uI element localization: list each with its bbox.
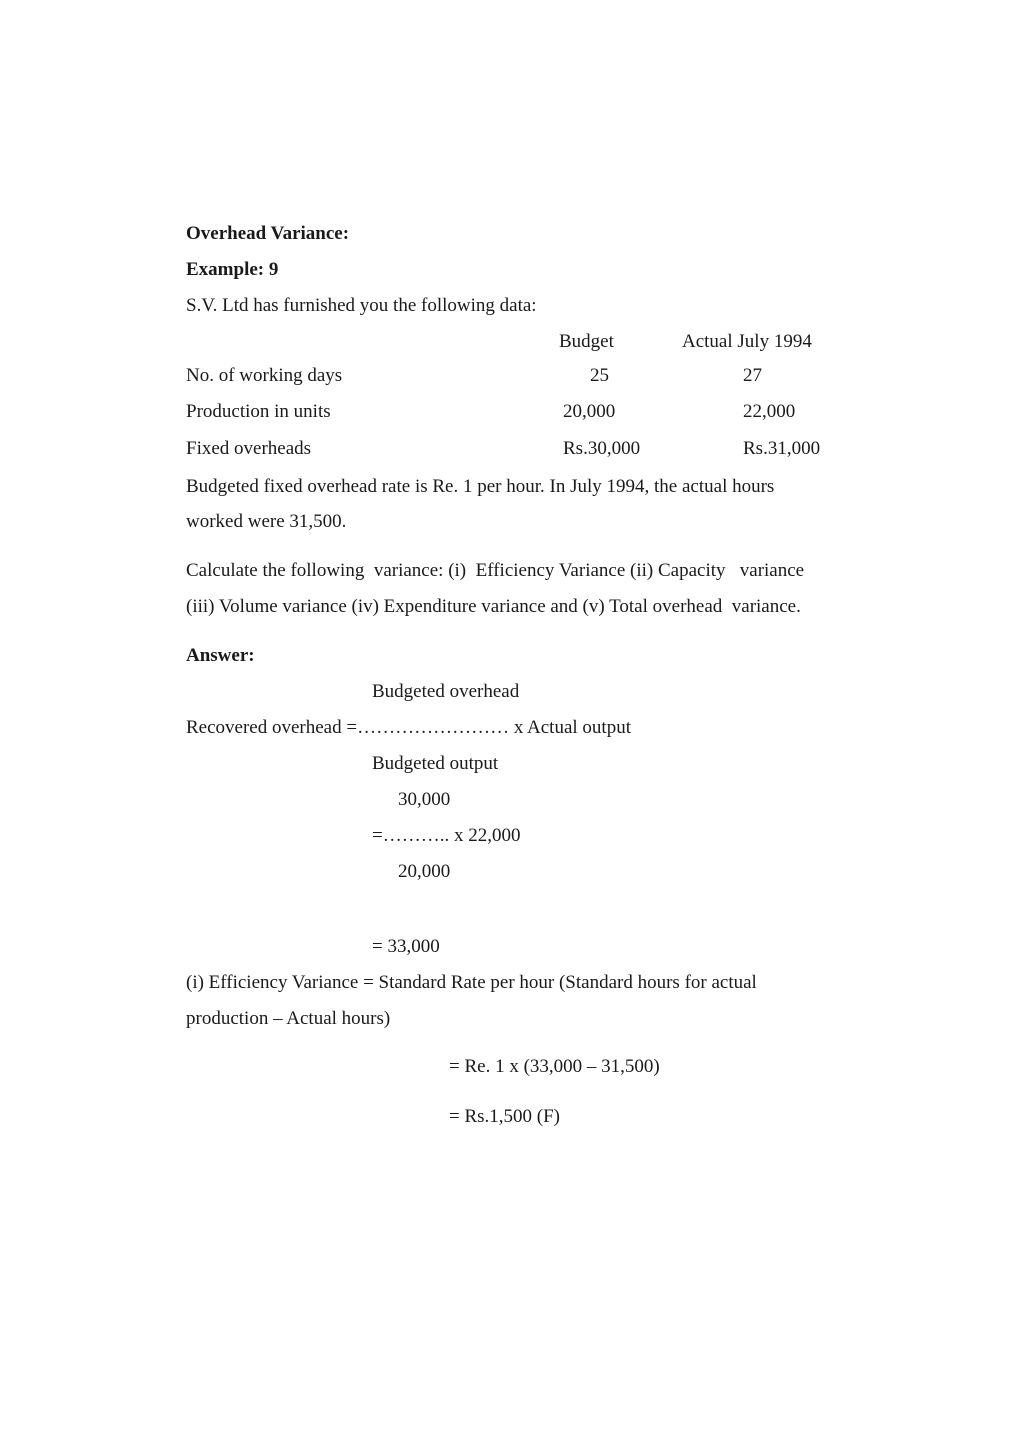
budget-value: Rs.30,000 (563, 438, 641, 459)
budget-value: 20,000 (563, 401, 616, 422)
efficiency-line: (i) Efficiency Variance = Standard Rate per hour (Standard hours for actual (186, 972, 757, 993)
column-header-budget: Budget (559, 331, 614, 352)
paragraph-line: worked were 31,500. (186, 511, 347, 532)
section-heading: Overhead Variance: (186, 223, 350, 244)
row-label: No. of working days (186, 365, 343, 386)
formula-main: Recovered overhead =…………………… x Actual output (186, 717, 631, 738)
efficiency-line: production – Actual hours) (186, 1008, 391, 1029)
formula-calculation: =……….. x 22,000 (372, 825, 521, 846)
actual-value: Rs.31,000 (743, 438, 821, 459)
formula-numerator-value: 30,000 (398, 789, 451, 810)
example-label: Example: 9 (186, 259, 279, 280)
efficiency-calculation: = Re. 1 x (33,000 – 31,500) (449, 1056, 660, 1077)
actual-value: 22,000 (743, 401, 796, 422)
column-header-actual: Actual July 1994 (682, 331, 812, 352)
formula-result: = 33,000 (372, 936, 440, 957)
question-line: Calculate the following variance: (i) Efficiency Variance (ii) Capacity variance (186, 560, 805, 581)
answer-label: Answer: (186, 645, 255, 666)
intro-text: S.V. Ltd has furnished you the following data: (186, 295, 537, 316)
row-label: Production in units (186, 401, 331, 422)
paragraph-line: Budgeted fixed overhead rate is Re. 1 per hour. In July 1994, the actual hours (186, 476, 775, 497)
formula-numerator: Budgeted overhead (372, 681, 520, 702)
budget-value: 25 (590, 365, 609, 386)
actual-value: 27 (743, 365, 762, 386)
row-label: Fixed overheads (186, 438, 312, 459)
efficiency-result: = Rs.1,500 (F) (449, 1106, 561, 1127)
formula-denominator: Budgeted output (372, 753, 499, 774)
question-line: (iii) Volume variance (iv) Expenditure variance and (v) Total overhead variance. (186, 596, 801, 617)
formula-denominator-value: 20,000 (398, 861, 451, 882)
